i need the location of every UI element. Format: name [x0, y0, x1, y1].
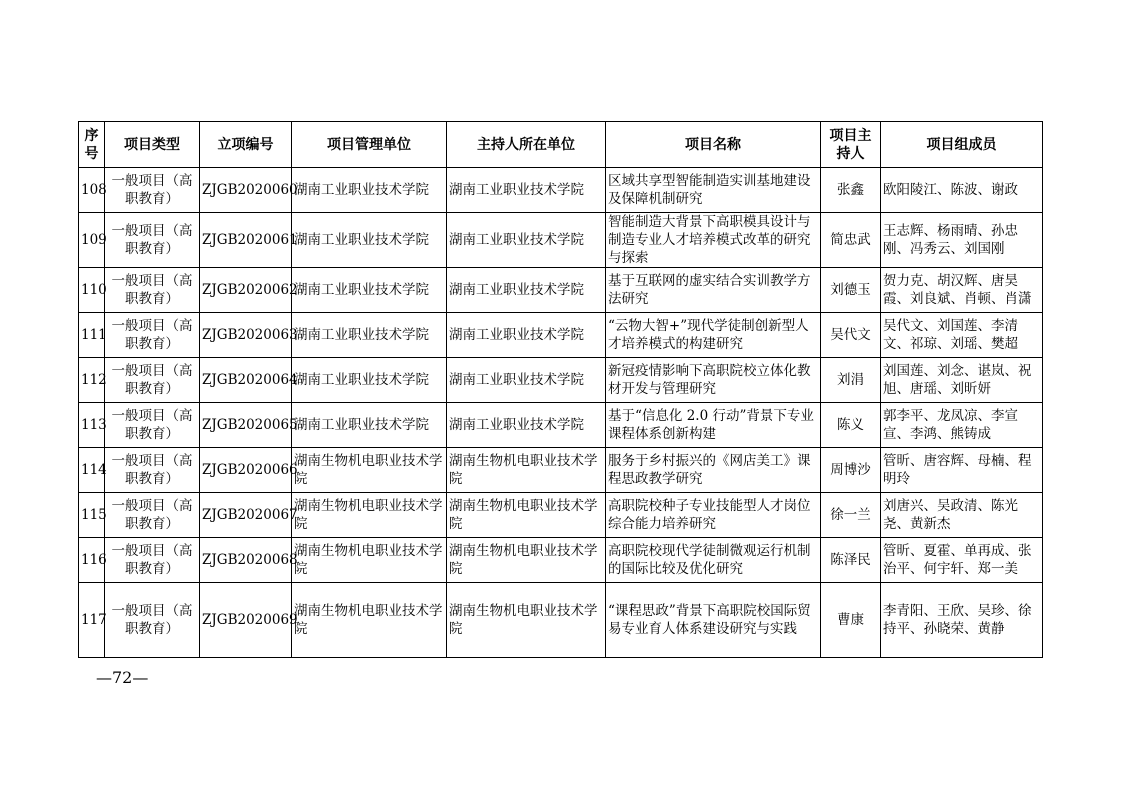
cell-host: 徐一兰	[821, 493, 881, 538]
cell-mgmt-unit: 湖南工业职业技术学院	[292, 313, 447, 358]
cell-mgmt-unit: 湖南生物机电职业技术学院	[292, 538, 447, 583]
cell-code: ZJGB2020065	[200, 403, 292, 448]
cell-members: 刘国莲、刘念、谌岚、祝旭、唐瑶、刘昕妍	[881, 358, 1043, 403]
cell-no: 112	[79, 358, 105, 403]
cell-no: 117	[79, 583, 105, 658]
cell-code: ZJGB2020061	[200, 213, 292, 268]
header-row	[79, 122, 1043, 168]
cell-code: ZJGB2020066	[200, 448, 292, 493]
cell-members: 王志辉、杨雨晴、孙忠刚、冯秀云、刘国刚	[881, 213, 1043, 268]
cell-type: 一般项目（高职教育）	[105, 538, 200, 583]
cell-no: 109	[79, 213, 105, 268]
cell-members: 贺力克、胡汉辉、唐昊霞、刘良斌、肖顿、肖潇	[881, 268, 1043, 313]
cell-host-unit: 湖南工业职业技术学院	[447, 268, 606, 313]
cell-type: 一般项目（高职教育）	[105, 493, 200, 538]
cell-project-name: “云物大智+”现代学徒制创新型人才培养模式的构建研究	[606, 313, 821, 358]
cell-code: ZJGB2020060	[200, 168, 292, 213]
cell-host: 刘德玉	[821, 268, 881, 313]
header-mgmt-unit: 项目管理单位	[292, 122, 447, 168]
table-row	[79, 313, 1043, 358]
cell-project-name: 服务于乡村振兴的《网店美工》课程思政教学研究	[606, 448, 821, 493]
cell-code: ZJGB2020068	[200, 538, 292, 583]
cell-members: 李青阳、王欣、吴珍、徐持平、孙晓荣、黄静	[881, 583, 1043, 658]
table-row	[79, 538, 1043, 583]
cell-host: 吴代文	[821, 313, 881, 358]
cell-host: 张鑫	[821, 168, 881, 213]
table-row	[79, 583, 1043, 658]
cell-mgmt-unit: 湖南生物机电职业技术学院	[292, 583, 447, 658]
cell-project-name: “课程思政”背景下高职院校国际贸易专业育人体系建设研究与实践	[606, 583, 821, 658]
header-code: 立项编号	[200, 122, 292, 168]
table-row	[79, 448, 1043, 493]
header-project-name: 项目名称	[606, 122, 821, 168]
header-members: 项目组成员	[881, 122, 1043, 168]
table-row	[79, 493, 1043, 538]
cell-host: 曹康	[821, 583, 881, 658]
cell-host-unit: 湖南生物机电职业技术学院	[447, 493, 606, 538]
cell-type: 一般项目（高职教育）	[105, 168, 200, 213]
cell-project-name: 区域共享型智能制造实训基地建设及保障机制研究	[606, 168, 821, 213]
cell-type: 一般项目（高职教育）	[105, 313, 200, 358]
cell-host: 刘涓	[821, 358, 881, 403]
table-row	[79, 358, 1043, 403]
cell-host-unit: 湖南工业职业技术学院	[447, 168, 606, 213]
cell-project-name: 基于互联网的虚实结合实训教学方法研究	[606, 268, 821, 313]
cell-members: 郭李平、龙凤凉、李宣宣、李鸿、熊铸成	[881, 403, 1043, 448]
cell-host: 陈义	[821, 403, 881, 448]
cell-type: 一般项目（高职教育）	[105, 213, 200, 268]
table-row	[79, 403, 1043, 448]
cell-host-unit: 湖南工业职业技术学院	[447, 358, 606, 403]
cell-mgmt-unit: 湖南工业职业技术学院	[292, 213, 447, 268]
cell-type: 一般项目（高职教育）	[105, 403, 200, 448]
cell-no: 110	[79, 268, 105, 313]
cell-mgmt-unit: 湖南工业职业技术学院	[292, 358, 447, 403]
cell-no: 114	[79, 448, 105, 493]
cell-host-unit: 湖南生物机电职业技术学院	[447, 448, 606, 493]
header-host: 项目主持人	[821, 122, 881, 168]
cell-mgmt-unit: 湖南生物机电职业技术学院	[292, 448, 447, 493]
cell-host: 简忠武	[821, 213, 881, 268]
cell-no: 115	[79, 493, 105, 538]
header-host-unit: 主持人所在单位	[447, 122, 606, 168]
table-row	[79, 213, 1043, 268]
header-no: 序号	[79, 122, 105, 168]
cell-members: 欧阳陵江、陈波、谢政	[881, 168, 1043, 213]
cell-type: 一般项目（高职教育）	[105, 583, 200, 658]
cell-host-unit: 湖南工业职业技术学院	[447, 313, 606, 358]
cell-type: 一般项目（高职教育）	[105, 268, 200, 313]
cell-type: 一般项目（高职教育）	[105, 358, 200, 403]
page-number: —72—	[96, 668, 149, 687]
table-row	[79, 268, 1043, 313]
cell-no: 108	[79, 168, 105, 213]
cell-no: 116	[79, 538, 105, 583]
header-type: 项目类型	[105, 122, 200, 168]
cell-members: 管昕、唐容辉、母楠、程明玲	[881, 448, 1043, 493]
cell-host: 周博沙	[821, 448, 881, 493]
cell-project-name: 高职院校现代学徒制微观运行机制的国际比较及优化研究	[606, 538, 821, 583]
cell-mgmt-unit: 湖南生物机电职业技术学院	[292, 493, 447, 538]
cell-members: 管昕、夏霍、单再成、张治平、何宇轩、郑一美	[881, 538, 1043, 583]
table-row	[79, 168, 1043, 213]
cell-mgmt-unit: 湖南工业职业技术学院	[292, 403, 447, 448]
cell-project-name: 高职院校种子专业技能型人才岗位综合能力培养研究	[606, 493, 821, 538]
cell-project-name: 智能制造大背景下高职模具设计与制造专业人才培养模式改革的研究与探索	[606, 213, 821, 268]
cell-no: 111	[79, 313, 105, 358]
cell-host-unit: 湖南工业职业技术学院	[447, 213, 606, 268]
cell-project-name: 基于“信息化 2.0 行动”背景下专业课程体系创新构建	[606, 403, 821, 448]
cell-host-unit: 湖南工业职业技术学院	[447, 403, 606, 448]
cell-host: 陈泽民	[821, 538, 881, 583]
cell-code: ZJGB2020064	[200, 358, 292, 403]
cell-host-unit: 湖南生物机电职业技术学院	[447, 583, 606, 658]
cell-mgmt-unit: 湖南工业职业技术学院	[292, 168, 447, 213]
cell-project-name: 新冠疫情影响下高职院校立体化教材开发与管理研究	[606, 358, 821, 403]
cell-members: 吴代文、刘国莲、李清文、祁琼、刘瑶、樊超	[881, 313, 1043, 358]
cell-code: ZJGB2020069	[200, 583, 292, 658]
cell-code: ZJGB2020062	[200, 268, 292, 313]
cell-members: 刘唐兴、吴政清、陈光尧、黄新杰	[881, 493, 1043, 538]
cell-code: ZJGB2020067	[200, 493, 292, 538]
project-table	[78, 121, 1043, 658]
cell-type: 一般项目（高职教育）	[105, 448, 200, 493]
cell-no: 113	[79, 403, 105, 448]
cell-host-unit: 湖南生物机电职业技术学院	[447, 538, 606, 583]
cell-mgmt-unit: 湖南工业职业技术学院	[292, 268, 447, 313]
cell-code: ZJGB2020063	[200, 313, 292, 358]
